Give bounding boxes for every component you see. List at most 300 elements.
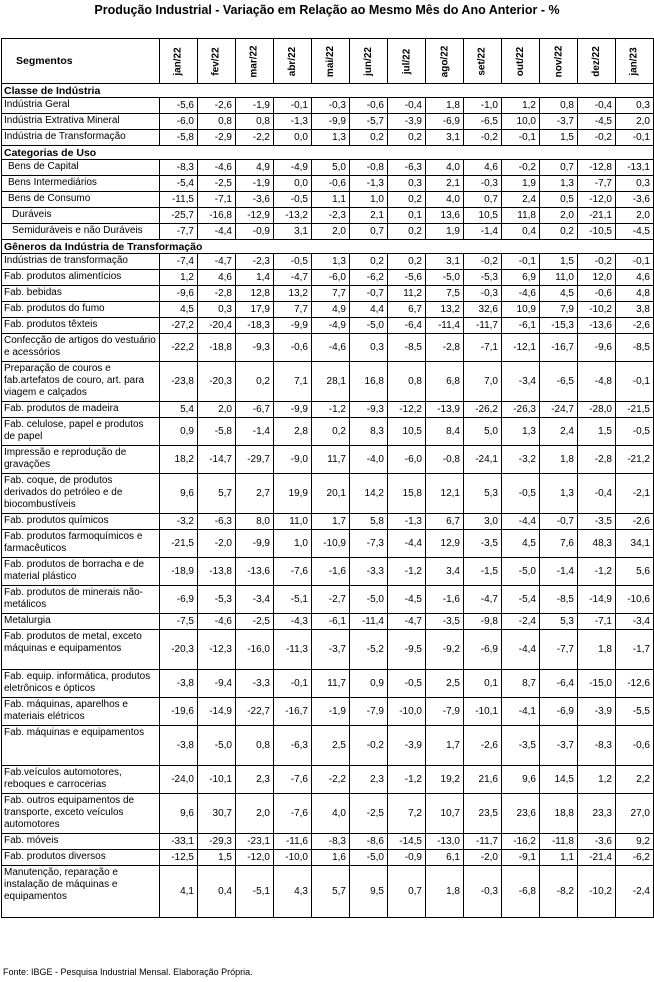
value-cell: 1,0 <box>274 530 312 558</box>
month-label: out/22 <box>514 46 526 76</box>
value-cell: -3,8 <box>160 726 198 766</box>
value-cell: -7,7 <box>160 224 198 240</box>
value-cell: 11,2 <box>388 286 426 302</box>
value-cell: -5,6 <box>160 98 198 114</box>
segment-label: Manutenção, reparação e instalação de máquinas e equipamentos <box>2 866 160 918</box>
value-cell: -6,4 <box>388 318 426 334</box>
value-cell: -2,0 <box>198 530 236 558</box>
value-cell: 0,2 <box>388 192 426 208</box>
value-cell: -5,0 <box>350 850 388 866</box>
value-cell: -3,4 <box>502 362 540 402</box>
value-cell: -8,3 <box>160 160 198 176</box>
value-cell: -13,6 <box>578 318 616 334</box>
value-cell: -6,0 <box>312 270 350 286</box>
value-cell: 2,2 <box>616 766 654 794</box>
value-cell: -20,4 <box>198 318 236 334</box>
value-cell: 23,6 <box>502 794 540 834</box>
value-cell: -7,6 <box>274 766 312 794</box>
section-row <box>2 84 654 98</box>
value-cell: -3,3 <box>350 558 388 586</box>
value-cell: 3,4 <box>426 558 464 586</box>
value-cell: -6,7 <box>236 402 274 418</box>
segment-label: Fab. celulose, papel e produtos de papel <box>2 418 160 446</box>
value-cell: -1,3 <box>350 176 388 192</box>
value-cell: 6,7 <box>388 302 426 318</box>
value-cell: 0,3 <box>616 176 654 192</box>
value-cell: -4,1 <box>502 698 540 726</box>
value-cell: -2,3 <box>312 208 350 224</box>
value-cell: 2,3 <box>236 766 274 794</box>
value-cell: 4,0 <box>312 794 350 834</box>
value-cell: 0,2 <box>350 130 388 146</box>
month-header <box>464 39 502 84</box>
month-header <box>388 39 426 84</box>
value-cell: -0,2 <box>502 160 540 176</box>
value-cell: -10,6 <box>616 586 654 614</box>
value-cell: -5,6 <box>388 270 426 286</box>
value-cell: 6,7 <box>426 514 464 530</box>
value-cell: 0,3 <box>388 176 426 192</box>
section-label: Classe de Indústria <box>2 84 654 98</box>
segment-label: Fab. produtos farmoquímicos e farmacêuticos <box>2 530 160 558</box>
value-cell: 13,2 <box>274 286 312 302</box>
value-cell: -2,6 <box>616 318 654 334</box>
segment-label: Fab. bebidas <box>2 286 160 302</box>
value-cell: 1,7 <box>426 726 464 766</box>
value-cell: -0,7 <box>540 514 578 530</box>
value-cell: -9,4 <box>198 670 236 698</box>
value-cell: 11,8 <box>502 208 540 224</box>
value-cell: -8,5 <box>616 334 654 362</box>
value-cell: 12,8 <box>236 286 274 302</box>
month-label: dez/22 <box>590 45 602 77</box>
value-cell: -24,7 <box>540 402 578 418</box>
value-cell: -7,5 <box>160 614 198 630</box>
value-cell: -1,5 <box>464 558 502 586</box>
value-cell: -12,1 <box>502 334 540 362</box>
value-cell: 5,0 <box>312 160 350 176</box>
value-cell: -10,1 <box>198 766 236 794</box>
value-cell: -3,6 <box>616 192 654 208</box>
segment-label: Metalurgia <box>2 614 160 630</box>
table-row <box>2 614 654 630</box>
segment-label: Bens de Capital <box>2 160 160 176</box>
value-cell: 2,0 <box>312 224 350 240</box>
segment-label: Fab. máquinas e equipamentos <box>2 726 160 766</box>
month-header <box>502 39 540 84</box>
value-cell: -26,3 <box>502 402 540 418</box>
value-cell: -0,8 <box>426 446 464 474</box>
segment-label: Fab. móveis <box>2 834 160 850</box>
value-cell: -0,9 <box>236 224 274 240</box>
value-cell: 2,0 <box>198 402 236 418</box>
value-cell: -4,7 <box>388 614 426 630</box>
month-header <box>236 39 274 84</box>
value-cell: -3,5 <box>464 530 502 558</box>
value-cell: -5,0 <box>426 270 464 286</box>
value-cell: 6,9 <box>502 270 540 286</box>
value-cell: 1,2 <box>578 766 616 794</box>
value-cell: -0,2 <box>350 726 388 766</box>
value-cell: 2,0 <box>616 208 654 224</box>
value-cell: 1,5 <box>540 254 578 270</box>
value-cell: 0,1 <box>464 670 502 698</box>
month-label: jan/22 <box>172 46 184 76</box>
value-cell: -16,0 <box>236 630 274 670</box>
value-cell: -9,8 <box>464 614 502 630</box>
value-cell: -24,0 <box>160 766 198 794</box>
value-cell: 1,3 <box>540 474 578 514</box>
value-cell: 1,7 <box>312 514 350 530</box>
value-cell: -12,0 <box>236 850 274 866</box>
value-cell: -0,4 <box>578 98 616 114</box>
table-container <box>1 38 653 918</box>
value-cell: -4,7 <box>464 586 502 614</box>
value-cell: -1,9 <box>236 176 274 192</box>
value-cell: 0,9 <box>350 670 388 698</box>
value-cell: -27,2 <box>160 318 198 334</box>
value-cell: 9,6 <box>160 474 198 514</box>
value-cell: -5,4 <box>160 176 198 192</box>
value-cell: -11,7 <box>464 318 502 334</box>
value-cell: 3,1 <box>426 254 464 270</box>
value-cell: -2,8 <box>198 286 236 302</box>
value-cell: -6,9 <box>540 698 578 726</box>
value-cell: 4,6 <box>198 270 236 286</box>
value-cell: -1,2 <box>312 402 350 418</box>
value-cell: 5,6 <box>616 558 654 586</box>
value-cell: 0,7 <box>464 192 502 208</box>
table-row <box>2 208 654 224</box>
value-cell: 1,1 <box>540 850 578 866</box>
section-row <box>2 240 654 254</box>
value-cell: -0,2 <box>464 130 502 146</box>
value-cell: -2,7 <box>312 586 350 614</box>
value-cell: -5,0 <box>502 558 540 586</box>
value-cell: -2,4 <box>616 866 654 918</box>
month-header <box>540 39 578 84</box>
value-cell: 4,0 <box>426 192 464 208</box>
value-cell: -0,1 <box>502 254 540 270</box>
value-cell: -0,6 <box>350 98 388 114</box>
value-cell: -4,8 <box>578 362 616 402</box>
value-cell: -6,9 <box>160 586 198 614</box>
value-cell: -2,5 <box>198 176 236 192</box>
value-cell: 0,4 <box>198 866 236 918</box>
value-cell: 0,2 <box>350 254 388 270</box>
value-cell: -4,6 <box>312 334 350 362</box>
value-cell: 0,7 <box>540 160 578 176</box>
value-cell: -4,7 <box>198 254 236 270</box>
value-cell: -9,9 <box>274 402 312 418</box>
value-cell: -7,3 <box>350 530 388 558</box>
table-row <box>2 558 654 586</box>
value-cell: -2,2 <box>236 130 274 146</box>
value-cell: -12,0 <box>578 192 616 208</box>
value-cell: -5,0 <box>350 586 388 614</box>
segment-label: Confecção de artigos do vestuário e acessórios <box>2 334 160 362</box>
value-cell: 14,2 <box>350 474 388 514</box>
value-cell: -1,0 <box>464 98 502 114</box>
value-cell: -2,0 <box>464 850 502 866</box>
value-cell: -0,5 <box>388 670 426 698</box>
segment-label: Indústria Extrativa Mineral <box>2 114 160 130</box>
value-cell: -0,6 <box>616 726 654 766</box>
value-cell: 0,8 <box>388 362 426 402</box>
table-row <box>2 850 654 866</box>
value-cell: 5,4 <box>160 402 198 418</box>
value-cell: -7,6 <box>274 558 312 586</box>
value-cell: -6,9 <box>464 630 502 670</box>
value-cell: -11,3 <box>274 630 312 670</box>
value-cell: 11,0 <box>540 270 578 286</box>
value-cell: 15,8 <box>388 474 426 514</box>
value-cell: -6,0 <box>388 446 426 474</box>
value-cell: -16,7 <box>274 698 312 726</box>
value-cell: 32,6 <box>464 302 502 318</box>
value-cell: -1,9 <box>312 698 350 726</box>
value-cell: -0,3 <box>464 286 502 302</box>
table-row <box>2 130 654 146</box>
value-cell: -9,6 <box>160 286 198 302</box>
value-cell: 0,8 <box>540 98 578 114</box>
value-cell: 3,1 <box>426 130 464 146</box>
value-cell: 8,3 <box>350 418 388 446</box>
value-cell: 4,6 <box>616 270 654 286</box>
value-cell: -4,5 <box>388 586 426 614</box>
segment-label: Fab. produtos de minerais não-metálicos <box>2 586 160 614</box>
value-cell: -4,6 <box>198 614 236 630</box>
value-cell: -9,3 <box>350 402 388 418</box>
value-cell: -4,5 <box>616 224 654 240</box>
section-label: Categorias de Uso <box>2 146 654 160</box>
value-cell: -29,7 <box>236 446 274 474</box>
value-cell: 5,7 <box>198 474 236 514</box>
table-row <box>2 726 654 766</box>
value-cell: 9,6 <box>502 766 540 794</box>
value-cell: -0,6 <box>578 286 616 302</box>
value-cell: -3,8 <box>160 670 198 698</box>
table-row <box>2 794 654 834</box>
table-row <box>2 586 654 614</box>
value-cell: 4,5 <box>160 302 198 318</box>
value-cell: -7,1 <box>464 334 502 362</box>
value-cell: 11,7 <box>312 446 350 474</box>
value-cell: -12,6 <box>616 670 654 698</box>
value-cell: -18,3 <box>236 318 274 334</box>
source-note: Fonte: IBGE - Pesquisa Industrial Mensal. Elaboração Própria. <box>3 967 253 977</box>
value-cell: -11,5 <box>160 192 198 208</box>
value-cell: 4,5 <box>540 286 578 302</box>
value-cell: -3,5 <box>502 726 540 766</box>
month-label: jun/22 <box>363 46 374 76</box>
value-cell: 1,5 <box>578 418 616 446</box>
value-cell: -5,1 <box>274 586 312 614</box>
month-label: fev/22 <box>210 46 222 76</box>
value-cell: 2,3 <box>350 766 388 794</box>
value-cell: -5,8 <box>198 418 236 446</box>
value-cell: -5,2 <box>350 630 388 670</box>
value-cell: -21,4 <box>578 850 616 866</box>
value-cell: -11,4 <box>426 318 464 334</box>
value-cell: -7,6 <box>274 794 312 834</box>
value-cell: -5,7 <box>350 114 388 130</box>
value-cell: 1,2 <box>502 98 540 114</box>
value-cell: 0,7 <box>350 224 388 240</box>
value-cell: 16,8 <box>350 362 388 402</box>
value-cell: -2,3 <box>236 254 274 270</box>
value-cell: 5,0 <box>464 418 502 446</box>
table-row <box>2 318 654 334</box>
value-cell: -8,5 <box>540 586 578 614</box>
value-cell: -18,8 <box>198 334 236 362</box>
section-row <box>2 146 654 160</box>
value-cell: 0,2 <box>388 254 426 270</box>
table-row <box>2 192 654 208</box>
value-cell: -4,5 <box>578 114 616 130</box>
value-cell: -4,9 <box>312 318 350 334</box>
value-cell: -6,5 <box>464 114 502 130</box>
value-cell: -21,1 <box>578 208 616 224</box>
value-cell: 9,2 <box>616 834 654 850</box>
value-cell: 1,8 <box>578 630 616 670</box>
value-cell: -2,1 <box>616 474 654 514</box>
value-cell: 18,2 <box>160 446 198 474</box>
table-row <box>2 286 654 302</box>
section-label: Gêneros da Indústria de Transformação <box>2 240 654 254</box>
value-cell: -0,1 <box>502 130 540 146</box>
value-cell: -9,0 <box>274 446 312 474</box>
segment-label: Semiduráveis e não Duráveis <box>2 224 160 240</box>
value-cell: -9,2 <box>426 630 464 670</box>
value-cell: 23,5 <box>464 794 502 834</box>
value-cell: 2,5 <box>312 726 350 766</box>
value-cell: 19,2 <box>426 766 464 794</box>
value-cell: -3,9 <box>578 698 616 726</box>
value-cell: 0,2 <box>236 362 274 402</box>
value-cell: -3,3 <box>236 670 274 698</box>
month-header <box>578 39 616 84</box>
value-cell: 10,9 <box>502 302 540 318</box>
value-cell: -3,7 <box>540 726 578 766</box>
value-cell: -24,1 <box>464 446 502 474</box>
value-cell: 2,0 <box>616 114 654 130</box>
value-cell: -0,1 <box>274 670 312 698</box>
value-cell: -8,5 <box>388 334 426 362</box>
value-cell: 7,6 <box>540 530 578 558</box>
value-cell: -11,6 <box>274 834 312 850</box>
value-cell: -7,9 <box>426 698 464 726</box>
value-cell: -1,3 <box>274 114 312 130</box>
value-cell: 2,0 <box>236 794 274 834</box>
value-cell: 0,0 <box>274 176 312 192</box>
value-cell: -15,3 <box>540 318 578 334</box>
value-cell: -2,8 <box>426 334 464 362</box>
value-cell: 17,9 <box>236 302 274 318</box>
value-cell: 30,7 <box>198 794 236 834</box>
value-cell: 11,0 <box>274 514 312 530</box>
value-cell: 12,1 <box>426 474 464 514</box>
month-header <box>312 39 350 84</box>
value-cell: -20,3 <box>160 630 198 670</box>
value-cell: 1,8 <box>540 446 578 474</box>
value-cell: 34,1 <box>616 530 654 558</box>
value-cell: -1,7 <box>616 630 654 670</box>
value-cell: -6,3 <box>274 726 312 766</box>
production-table <box>1 38 654 918</box>
value-cell: -23,1 <box>236 834 274 850</box>
value-cell: -0,8 <box>350 160 388 176</box>
month-header <box>198 39 236 84</box>
value-cell: 10,5 <box>464 208 502 224</box>
value-cell: -6,5 <box>540 362 578 402</box>
value-cell: 4,0 <box>426 160 464 176</box>
value-cell: 1,3 <box>540 176 578 192</box>
value-cell: 7,7 <box>312 286 350 302</box>
value-cell: -9,6 <box>578 334 616 362</box>
value-cell: -4,9 <box>274 160 312 176</box>
value-cell: -1,6 <box>426 586 464 614</box>
value-cell: -1,2 <box>388 558 426 586</box>
segment-label: Fab. máquinas, aparelhos e materiais elétricos <box>2 698 160 726</box>
value-cell: -4,7 <box>274 270 312 286</box>
value-cell: -0,6 <box>274 334 312 362</box>
value-cell: -33,1 <box>160 834 198 850</box>
value-cell: -21,2 <box>616 446 654 474</box>
value-cell: -1,2 <box>388 766 426 794</box>
value-cell: -5,0 <box>198 726 236 766</box>
value-cell: -14,9 <box>578 586 616 614</box>
value-cell: -11,4 <box>350 614 388 630</box>
value-cell: 0,2 <box>388 224 426 240</box>
value-cell: -13,2 <box>274 208 312 224</box>
table-row <box>2 224 654 240</box>
value-cell: 8,0 <box>236 514 274 530</box>
value-cell: -5,1 <box>236 866 274 918</box>
value-cell: -2,6 <box>198 98 236 114</box>
value-cell: 20,1 <box>312 474 350 514</box>
value-cell: -3,4 <box>236 586 274 614</box>
value-cell: 1,6 <box>312 850 350 866</box>
value-cell: -4,4 <box>388 530 426 558</box>
value-cell: -9,1 <box>502 850 540 866</box>
segment-label: Duráveis <box>2 208 160 224</box>
value-cell: 10,7 <box>426 794 464 834</box>
value-cell: 2,7 <box>236 474 274 514</box>
value-cell: -0,4 <box>388 98 426 114</box>
value-cell: -3,9 <box>388 114 426 130</box>
value-cell: 3,1 <box>274 224 312 240</box>
month-label: mar/22 <box>249 44 260 78</box>
segment-label: Fab. produtos de borracha e de material plástico <box>2 558 160 586</box>
table-row <box>2 302 654 318</box>
value-cell: -25,7 <box>160 208 198 224</box>
value-cell: 2,0 <box>540 208 578 224</box>
segment-label: Fab. produtos químicos <box>2 514 160 530</box>
value-cell: -6,4 <box>540 670 578 698</box>
value-cell: -1,6 <box>312 558 350 586</box>
value-cell: -6,0 <box>160 114 198 130</box>
value-cell: -2,4 <box>502 614 540 630</box>
value-cell: -3,7 <box>540 114 578 130</box>
value-cell: -9,9 <box>236 530 274 558</box>
value-cell: 2,8 <box>274 418 312 446</box>
segment-label: Preparação de couros e fab.artefatos de couro, art. para viagem e calçados <box>2 362 160 402</box>
value-cell: -10,0 <box>388 698 426 726</box>
value-cell: 1,4 <box>236 270 274 286</box>
value-cell: -6,3 <box>388 160 426 176</box>
segment-label: Indústria de Transformação <box>2 130 160 146</box>
